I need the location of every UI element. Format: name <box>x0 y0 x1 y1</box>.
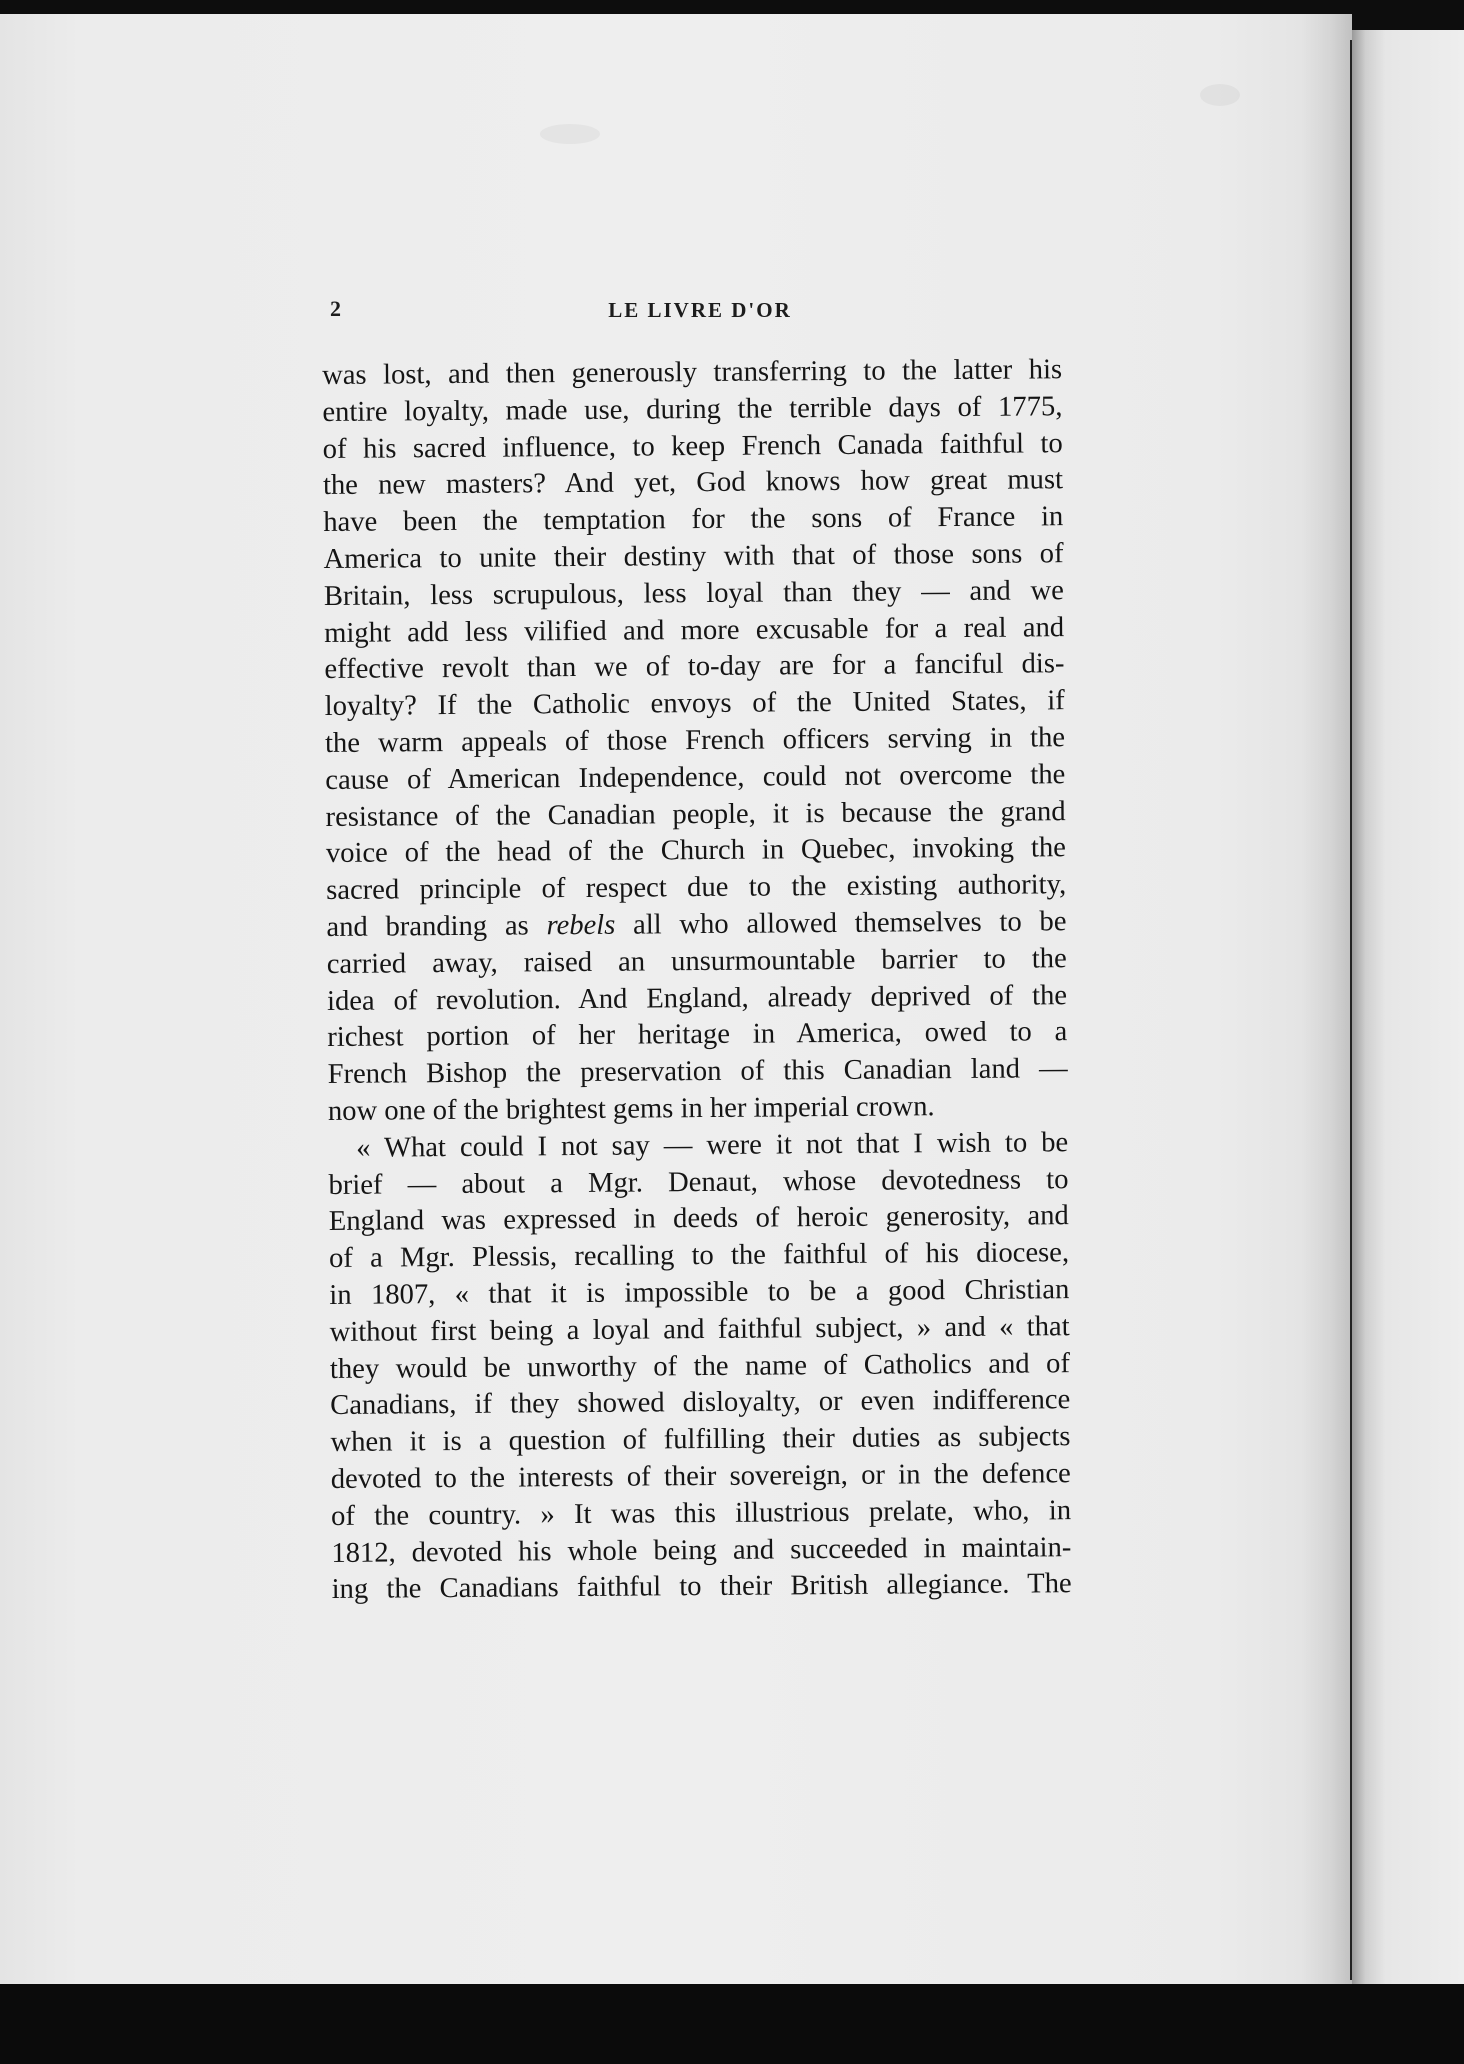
text-line: of a Mgr. Plessis, recalling to the faithful of his diocese, <box>328 1237 1070 1275</box>
text-line: sacred principle of respect due to the existing authority, <box>326 869 1067 907</box>
text-line: now one of the brightest gems in her imperial crown. <box>327 1091 935 1127</box>
text-line: of his sacred influence, to keep French Canada faithful to <box>322 427 1063 465</box>
text-line: « What could I not say — were it not that I wish to be <box>356 1126 1069 1164</box>
text-line-with-emphasis <box>326 904 1066 947</box>
running-title: LE LIVRE D'OR <box>608 298 792 322</box>
text-line: devoted to the interests of their sovereign, or in the defence <box>330 1458 1071 1495</box>
text-line: England was expressed in deeds of heroic generosity, and <box>328 1200 1069 1238</box>
text-line: in 1807, « that it is impossible to be a good Christian <box>329 1274 1070 1311</box>
text-line: cause of American Independence, could not overcome the <box>325 758 1066 796</box>
facing-page-edge <box>1352 30 1464 1990</box>
text-line: Britain, less scrupulous, less loyal than they — and we <box>323 574 1064 612</box>
text-line: brief — about a Mgr. Denaut, whose devotedness to <box>328 1163 1069 1201</box>
page-number: 2 <box>330 296 341 321</box>
text-line: might add less vilified and more excusable for a real and <box>324 611 1065 649</box>
text-line: idea of revolution. And England, already deprived of the <box>326 979 1068 1017</box>
text-line: loyalty? If the Catholic envoys of the United States, if <box>324 685 1065 723</box>
scan-bottom-border <box>0 1984 1464 2064</box>
text-line: richest portion of her heritage in America, owed to a <box>327 1016 1068 1054</box>
text-line: have been the temptation for the sons of France in <box>323 501 1064 539</box>
text-line: resistance of the Canadian people, it is because the grand <box>325 795 1066 833</box>
text-line: ing the Canadians faithful to their British allegiance. The <box>331 1568 1072 1606</box>
text-line: the warm appeals of those French officers serving in the <box>324 722 1066 759</box>
emphasized-word: rebels <box>546 909 616 942</box>
page-gutter-shadow <box>1300 14 1352 1984</box>
text-line: voice of the head of the Church in Quebec, invoking the <box>325 832 1066 870</box>
paper-smudge <box>1200 84 1240 106</box>
text-line: 1812, devoted his whole being and succeeded in maintain- <box>331 1531 1072 1569</box>
text-line: effective revolt than we of to-day are for a fanciful dis- <box>324 648 1065 686</box>
text-line: America to unite their destiny with that of those sons of <box>323 538 1064 575</box>
text-line: without first being a loyal and faithful subject, » and « that <box>329 1310 1070 1348</box>
text-line: carried away, raised an unsurmountable barrier to the <box>326 942 1067 980</box>
text-line: French Bishop the preservation of this Canadian land — <box>327 1053 1068 1091</box>
text-line: entire loyalty, made use, during the terrible days of 1775, <box>322 390 1063 428</box>
text-line: they would be unworthy of the name of Catholics and of <box>329 1347 1071 1385</box>
paper-smudge <box>540 124 600 144</box>
text-line: Canadians, if they showed disloyalty, or even indifference <box>330 1384 1071 1422</box>
running-head <box>330 296 1070 332</box>
text-line: was lost, and then generously transferring to the latter his <box>322 354 1063 391</box>
text-line: the new masters? And yet, God knows how great must <box>322 464 1064 502</box>
body-text <box>322 352 1072 1609</box>
text-segment: and branding as <box>326 910 529 943</box>
text-segment: all who allowed themselves to be <box>632 906 1067 941</box>
text-line: when it is a question of fulfilling their duties as subjects <box>330 1421 1071 1459</box>
text-line: of the country. » It was this illustrious prelate, who, in <box>330 1494 1072 1532</box>
